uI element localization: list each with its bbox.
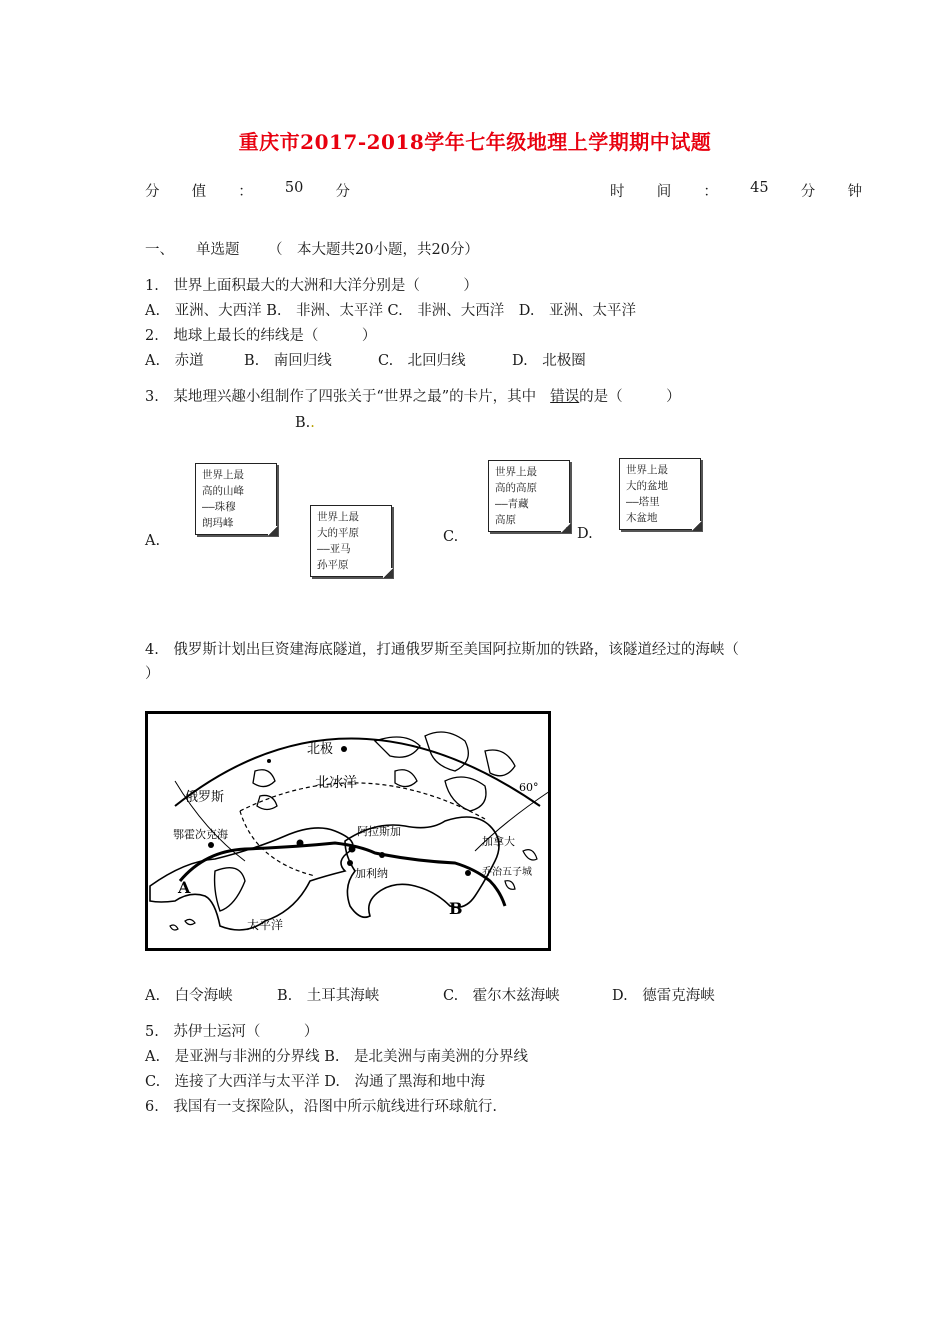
time-char: 钟 xyxy=(847,184,862,200)
q4-stem: 4. 俄罗斯计划出巨资建海底隧道，打通俄罗斯至美国阿拉斯加的铁路，该隧道经过的海峡（ xyxy=(145,642,739,658)
q3-label-c: C. xyxy=(443,529,459,545)
q2-option-b: B. 南回归线 xyxy=(244,353,332,369)
label-point-b: B xyxy=(449,899,463,918)
q4-option-b: B. 土耳其海峡 xyxy=(277,988,380,1004)
label-point-a: A xyxy=(178,878,191,897)
q3-stem-keyword: 错误 xyxy=(550,389,580,405)
q3-label-d: D. xyxy=(577,526,593,542)
card-c: 世界上最 高的高原 ——青藏 高原 xyxy=(488,460,570,532)
route-city-dot xyxy=(349,846,356,853)
label-north-pole: 北极 xyxy=(307,742,334,757)
route-city-dot xyxy=(347,860,353,866)
label-okhotsk: 鄂霍次克海 xyxy=(173,828,228,841)
q3-label-a: A. xyxy=(145,533,161,549)
time-char: 间 xyxy=(656,184,672,200)
q1-options: A. 亚洲、大西洋 B. 非洲、太平洋 C. 非洲、大西洋 D. 亚洲、太平洋 xyxy=(145,303,636,319)
score-char: 分 xyxy=(145,184,160,200)
label-russia: 俄罗斯 xyxy=(185,790,225,805)
page-title: 重庆市2017-2018学年七年级地理上学期期中试题 xyxy=(238,130,712,154)
q1-stem: 1. 世界上面积最大的大洲和大洋分别是（ ） xyxy=(145,278,478,294)
score-char: 分 xyxy=(335,184,350,200)
q2-option-a: A. 赤道 xyxy=(145,353,204,369)
section-number: 一、 xyxy=(145,242,174,258)
route-city-dot xyxy=(297,840,304,847)
label-georgia: 乔治五子城 xyxy=(482,867,532,878)
score-value: 50 xyxy=(284,180,304,196)
q6-stem: 6. 我国有一支探险队，沿图中所示航线进行环球航行. xyxy=(145,1099,497,1115)
time-value: 45 xyxy=(750,180,769,196)
q3-stem xyxy=(145,387,681,407)
q2-option-c: C. 北回归线 xyxy=(378,353,466,369)
card-fold-corner xyxy=(383,568,393,578)
section-name: 单选题 xyxy=(196,242,240,258)
card-fold-corner xyxy=(692,521,702,531)
label-alaska: 阿拉斯加 xyxy=(357,825,401,838)
q5-options-ab: A. 是亚洲与非洲的分界线 B. 是北美洲与南美洲的分界线 xyxy=(145,1049,528,1065)
route-city-dot xyxy=(465,870,471,876)
q2-stem: 2. 地球上最长的纬线是（ ） xyxy=(145,328,377,344)
card-a: 世界上最 高的山峰 ——珠穆 朗玛峰 xyxy=(195,463,277,535)
score-char: ： xyxy=(238,184,253,200)
score-line xyxy=(145,180,350,201)
q4-option-d: D. 德雷克海峡 xyxy=(612,988,715,1004)
label-60-degrees: 60° xyxy=(519,781,539,794)
q5-stem: 5. 苏伊士运河（ ） xyxy=(145,1024,319,1040)
card-d: 世界上最 大的盆地 ——塔里 木盆地 xyxy=(619,458,701,530)
label-california: 加利纳 xyxy=(355,867,388,880)
bering-map xyxy=(145,711,551,951)
q5-options-cd: C. 连接了大西洋与太平洋 D. 沟通了黑海和地中海 xyxy=(145,1074,486,1090)
label-arctic-ocean: 北冰洋 xyxy=(315,775,357,791)
label-canada: 加拿大 xyxy=(482,835,515,848)
card-b: 世界上最 大的平原 ——亚马 孙平原 xyxy=(310,505,392,577)
card-fold-corner xyxy=(268,526,278,536)
q4-option-a: A. 白令海峡 xyxy=(145,988,233,1004)
label-pacific: 太平洋 xyxy=(247,918,284,932)
card-fold-corner xyxy=(561,523,571,533)
q3-stem-pre: 3. 某地理兴趣小组制作了四张关于“世界之最”的卡片，其中 xyxy=(145,389,537,405)
q4-option-c: C. 霍尔木兹海峡 xyxy=(443,988,560,1004)
time-char: ： xyxy=(703,184,718,200)
route-city-dot xyxy=(208,842,214,848)
route-city-dot xyxy=(379,852,385,858)
score-char: 值 xyxy=(191,184,207,200)
section-desc: （ 本大题共20小题，共20分） xyxy=(268,242,479,258)
q3-stem-post: 的是（ ） xyxy=(579,389,681,405)
time-char: 分 xyxy=(800,184,816,200)
north-pole-dot xyxy=(341,746,347,752)
time-line xyxy=(610,180,862,201)
q4-stem-end: ） xyxy=(145,666,160,682)
q2-option-d: D. 北极圈 xyxy=(512,353,586,369)
q3-b-label-top: B.. xyxy=(295,415,315,431)
time-char: 时 xyxy=(610,184,625,200)
map-dot xyxy=(267,759,271,763)
